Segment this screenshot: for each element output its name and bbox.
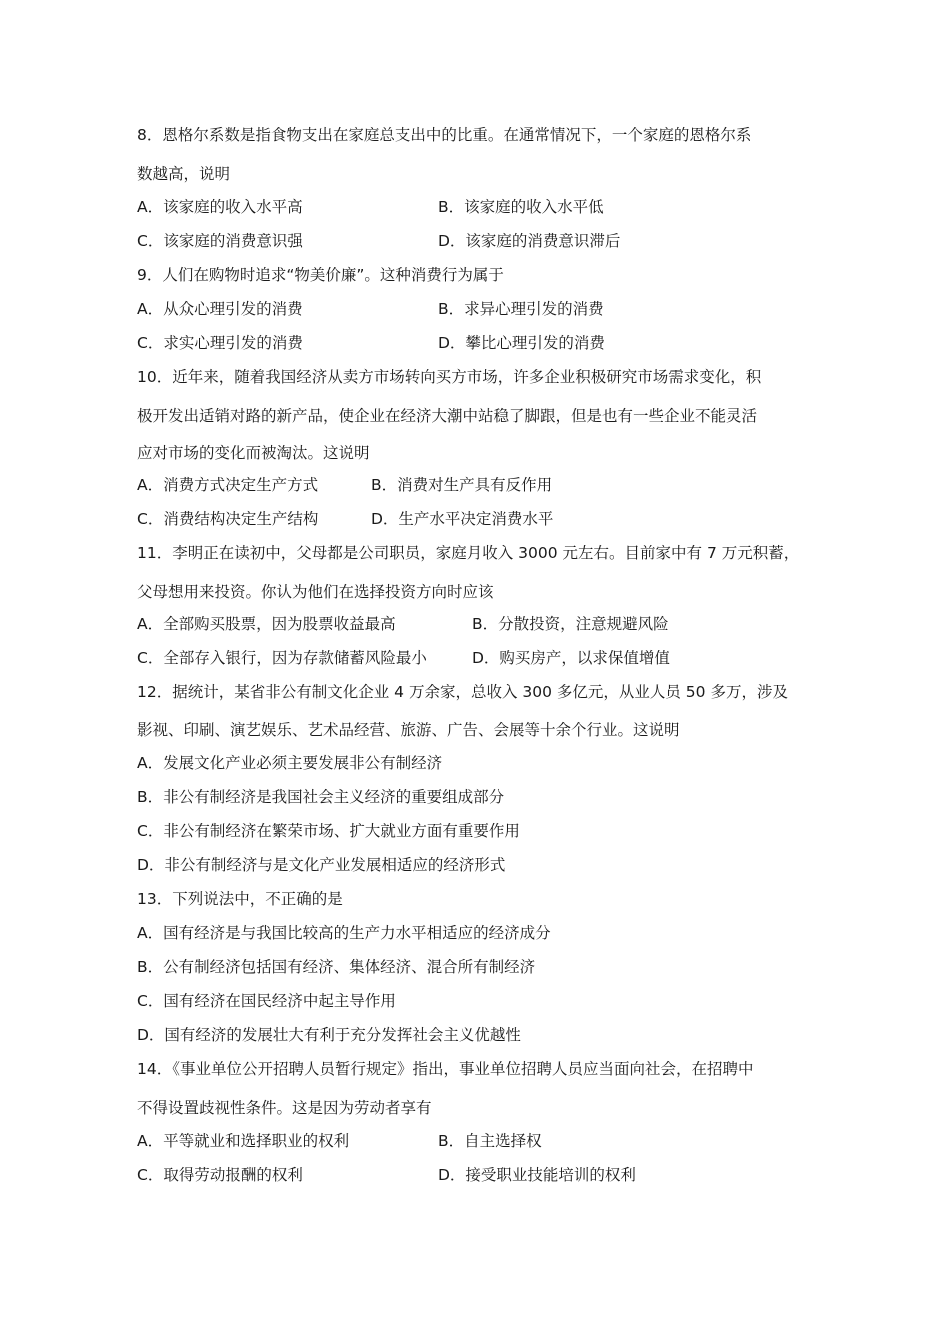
option-a: A．该家庭的收入水平高	[137, 198, 303, 216]
question-text: 10．近年来，随着我国经济从卖方市场转向买方市场，许多企业积极研究市场需求变化，积	[137, 368, 762, 386]
option-d: D．接受职业技能培训的权利	[438, 1166, 636, 1184]
question-text: 应对市场的变化而被淘汰。这说明	[137, 444, 370, 462]
option-b: B．自主选择权	[438, 1132, 542, 1150]
question-text: 不得设置歧视性条件。这是因为劳动者享有	[137, 1099, 432, 1117]
option-c: C．求实心理引发的消费	[137, 334, 303, 352]
option-c: C．非公有制经济在繁荣市场、扩大就业方面有重要作用	[137, 822, 520, 840]
option-d: D．购买房产，以求保值增值	[472, 649, 670, 667]
option-a: A．全部购买股票，因为股票收益最高	[137, 615, 396, 633]
question-text: 13．下列说法中，不正确的是	[137, 890, 343, 908]
option-b: B．非公有制经济是我国社会主义经济的重要组成部分	[137, 788, 505, 806]
option-d: D．国有经济的发展壮大有利于充分发挥社会主义优越性	[137, 1026, 521, 1044]
option-a: A．平等就业和选择职业的权利	[137, 1132, 350, 1150]
question-text: 极开发出适销对路的新产品，使企业在经济大潮中站稳了脚跟，但是也有一些企业不能灵活	[137, 407, 758, 425]
question-text: 12．据统计，某省非公有制文化企业 4 万余家，总收入 300 多亿元，从业人员 50 多万，涉及	[137, 683, 788, 701]
option-c: C．取得劳动报酬的权利	[137, 1166, 303, 1184]
option-b: B．求异心理引发的消费	[438, 300, 604, 318]
question-text: 数越高，说明	[137, 165, 231, 183]
option-d: D．该家庭的消费意识滞后	[438, 232, 621, 250]
option-c: C．国有经济在国民经济中起主导作用	[137, 992, 396, 1010]
option-d: D．生产水平决定消费水平	[371, 510, 554, 528]
question-text: 8．恩格尔系数是指食物支出在家庭总支出中的比重。在通常情况下，一个家庭的恩格尔系	[137, 126, 752, 144]
question-text: 14．《事业单位公开招聘人员暂行规定》指出，事业单位招聘人员应当面向社会，在招聘中	[137, 1060, 754, 1078]
option-b: B．该家庭的收入水平低	[438, 198, 604, 216]
option-d: D．攀比心理引发的消费	[438, 334, 605, 352]
question-text: 影视、印刷、演艺娱乐、艺术品经营、旅游、广告、会展等十余个行业。这说明	[137, 721, 680, 739]
option-a: A．发展文化产业必须主要发展非公有制经济	[137, 754, 443, 772]
option-b: B．公有制经济包括国有经济、集体经济、混合所有制经济	[137, 958, 536, 976]
question-text: 9．人们在购物时追求“物美价廉”。这种消费行为属于	[137, 266, 504, 284]
option-d: D．非公有制经济与是文化产业发展相适应的经济形式	[137, 856, 506, 874]
option-b: B．消费对生产具有反作用	[371, 476, 553, 494]
question-text: 11．李明正在读初中，父母都是公司职员，家庭月收入 3000 元左右。目前家中有 7 万元积蓄，	[137, 544, 800, 562]
option-a: A．消费方式决定生产方式	[137, 476, 319, 494]
option-c: C．该家庭的消费意识强	[137, 232, 303, 250]
option-b: B．分散投资，注意规避风险	[472, 615, 669, 633]
option-c: C．消费结构决定生产结构	[137, 510, 319, 528]
option-a: A．从众心理引发的消费	[137, 300, 303, 318]
question-text: 父母想用来投资。你认为他们在选择投资方向时应该	[137, 583, 494, 601]
option-a: A．国有经济是与我国比较高的生产力水平相适应的经济成分	[137, 924, 551, 942]
option-c: C．全部存入银行，因为存款储蓄风险最小	[137, 649, 427, 667]
